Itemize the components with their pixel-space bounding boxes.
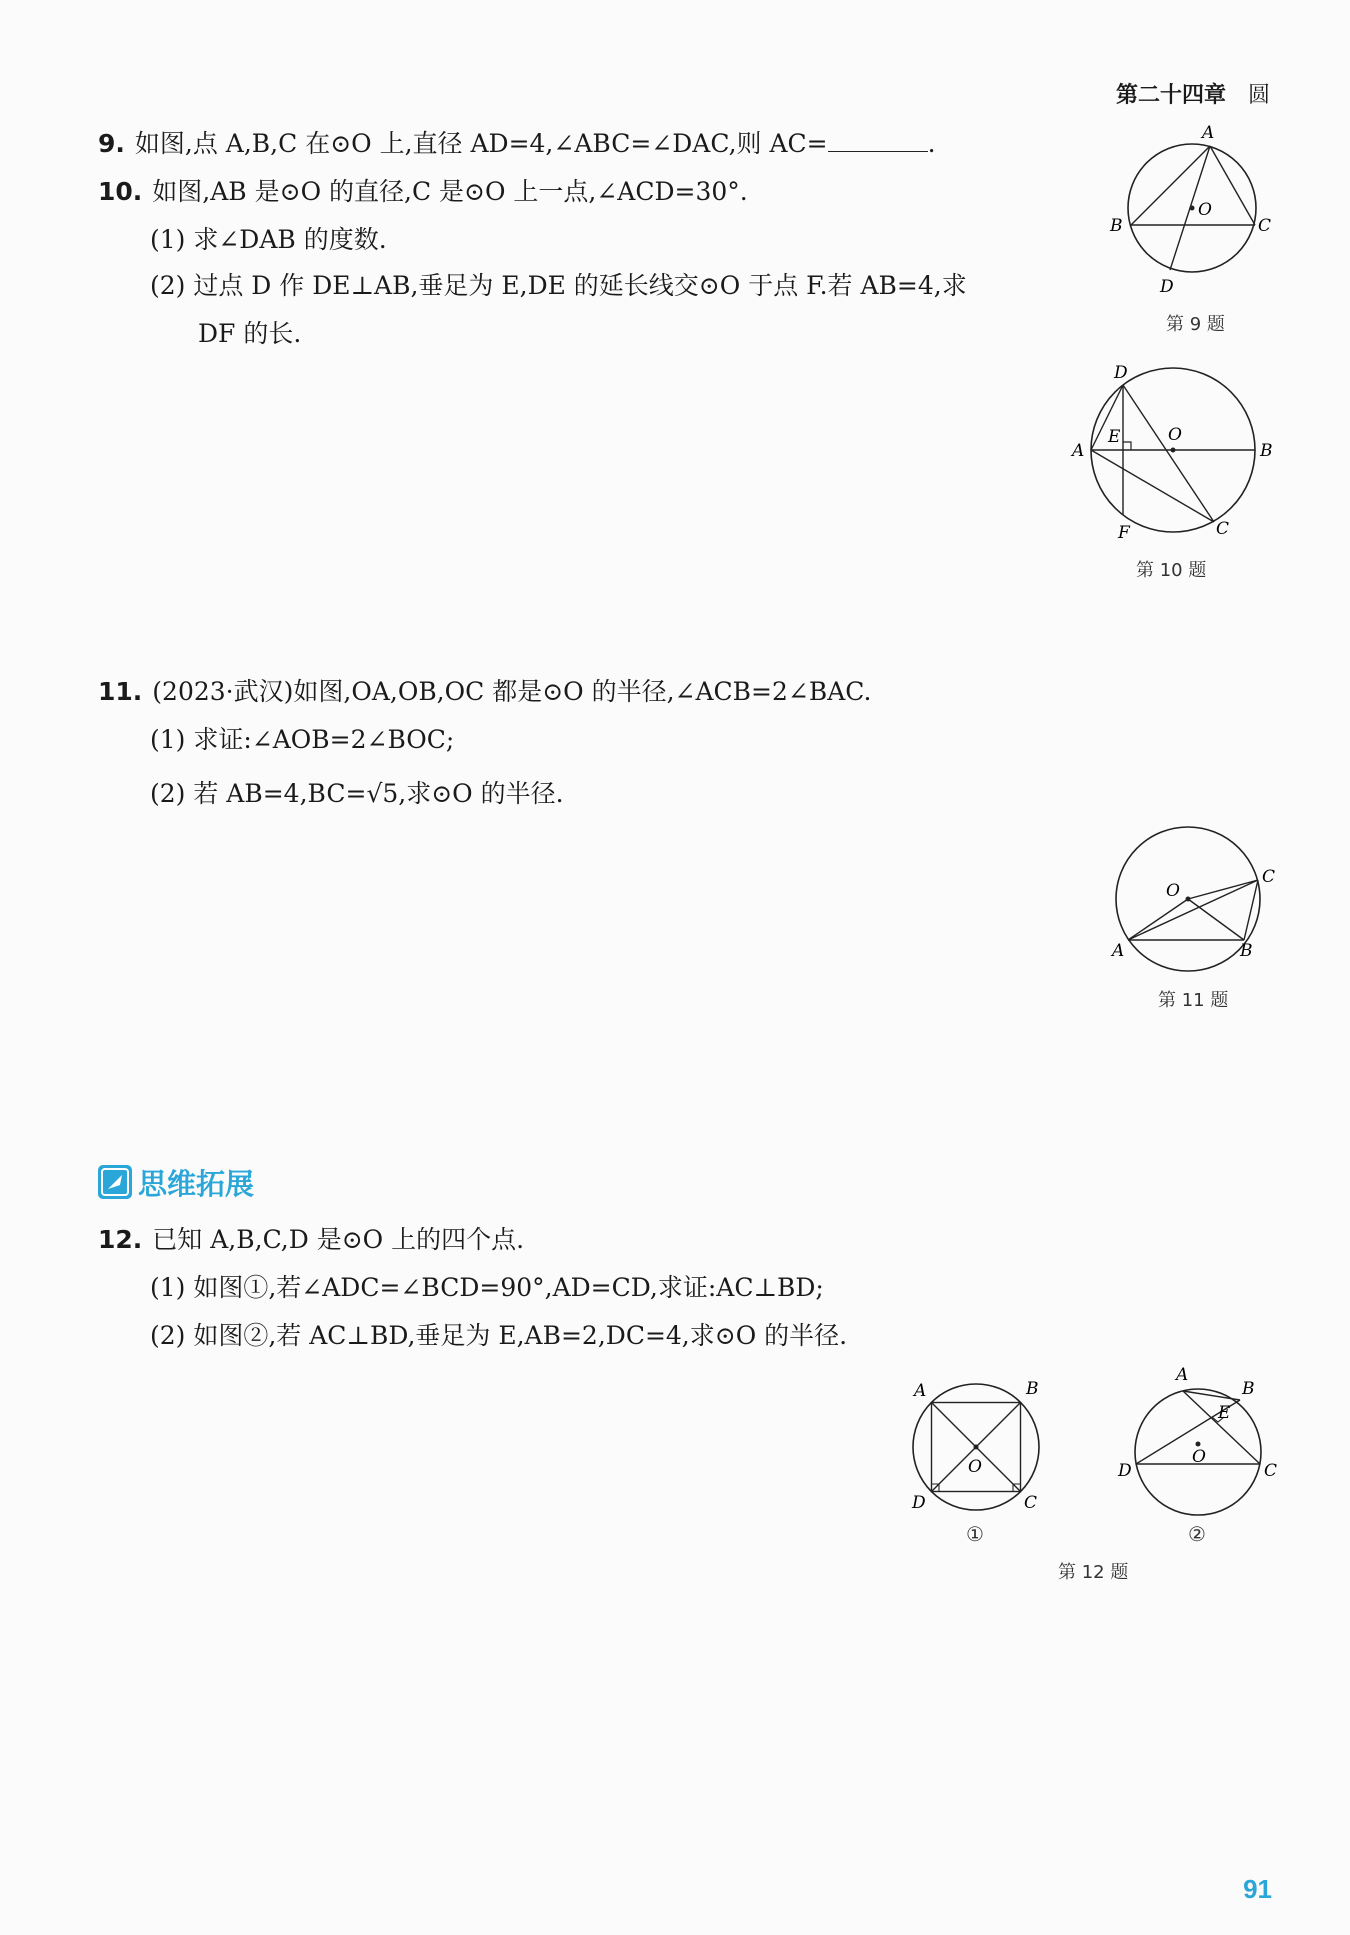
label-a: A [914, 1381, 927, 1401]
label-o: O [1168, 425, 1182, 445]
rocket-icon [98, 1165, 132, 1199]
label-c: C [1024, 1493, 1038, 1513]
label-e: E [1218, 1403, 1231, 1423]
figure-9 [1098, 118, 1288, 298]
question-text: 如图,点 A,B,C 在⊙O 上,直径 AD=4,∠ABC=∠DAC,则 AC= [134, 129, 828, 158]
figure-12-caption: 第 12 题 [1058, 1562, 1129, 1583]
figure-11 [1100, 816, 1290, 986]
figure-12-2-label: ② [1188, 1522, 1206, 1546]
label-d: D [1118, 1461, 1132, 1481]
label-c: C [1216, 519, 1230, 539]
label-d: D [1114, 363, 1128, 383]
figure-12-2 [1114, 1360, 1294, 1520]
center-dot [1190, 206, 1195, 211]
segment-bc [1244, 880, 1258, 940]
question-number: 11. [98, 677, 143, 706]
question-10-part-2-cont: DF 的长. [198, 319, 302, 348]
figure-10-caption: 第 10 题 [1136, 560, 1207, 581]
label-a: A [1072, 441, 1085, 461]
label-d: D [912, 1493, 926, 1513]
question-stem: 如图,AB 是⊙O 的直径,C 是⊙O 上一点,∠ACD=30°. [152, 177, 748, 206]
section-header [98, 1162, 254, 1202]
segment-ac [1091, 450, 1214, 522]
question-stem: 已知 A,B,C,D 是⊙O 上的四个点. [152, 1225, 525, 1254]
center-dot [974, 1445, 979, 1450]
label-o: O [1166, 881, 1180, 901]
figure-11-caption: 第 11 题 [1158, 990, 1229, 1011]
label-a: A [1202, 123, 1215, 143]
question-10-part-1: (1) 求∠DAB 的度数. [150, 225, 387, 254]
figure-10 [1066, 362, 1286, 548]
right-angle-mark [1123, 442, 1131, 450]
question-10 [98, 174, 748, 210]
label-b: B [1110, 216, 1123, 236]
chapter-title: 第二十四章 [1115, 83, 1226, 108]
question-12 [98, 1222, 524, 1258]
radius-oa [1128, 899, 1188, 940]
label-d: D [1160, 277, 1174, 297]
label-b: B [1240, 941, 1253, 961]
label-c: C [1264, 1461, 1278, 1481]
radius-ob [1188, 899, 1244, 940]
question-number: 9. [98, 129, 125, 158]
figure-9-caption: 第 9 题 [1166, 314, 1225, 335]
label-b: B [1242, 1379, 1255, 1399]
question-number: 12. [98, 1225, 143, 1254]
center-dot [1186, 897, 1191, 902]
question-12-part-2: (2) 如图②,若 AC⊥BD,垂足为 E,AB=2,DC=4,求⊙O 的半径. [150, 1321, 848, 1350]
question-11 [98, 674, 871, 710]
question-11-part-1: (1) 求证:∠AOB=2∠BOC; [150, 725, 455, 754]
segment-ac [1128, 880, 1258, 940]
question-stem: (2023·武汉)如图,OA,OB,OC 都是⊙O 的半径,∠ACB=2∠BAC. [152, 677, 872, 706]
page-number: 91 [1243, 1874, 1272, 1904]
label-b: B [1260, 441, 1273, 461]
label-a: A [1112, 941, 1125, 961]
chapter-header [1116, 78, 1270, 109]
label-f: F [1118, 523, 1130, 543]
question-10-part-2: (2) 过点 D 作 DE⊥AB,垂足为 E,DE 的延长线交⊙O 于点 F.若 AB=4,求 [150, 271, 967, 300]
center-dot [1196, 1442, 1201, 1447]
label-c: C [1258, 216, 1272, 236]
question-12-part-1: (1) 如图①,若∠ADC=∠BCD=90°,AD=CD,求证:AC⊥BD; [150, 1273, 824, 1302]
chapter-topic: 圆 [1247, 83, 1270, 108]
question-text-end: . [927, 129, 936, 158]
question-11-part-2: (2) 若 AB=4,BC=√5,求⊙O 的半径. [150, 779, 564, 808]
figure-12-1 [904, 1370, 1054, 1520]
answer-blank[interactable] [828, 127, 928, 152]
question-number: 10. [98, 177, 143, 206]
label-b: B [1026, 1379, 1039, 1399]
figure-12-1-label: ① [966, 1522, 984, 1546]
label-c: C [1262, 867, 1276, 887]
section-title: 思维拓展 [138, 1166, 255, 1201]
label-o: O [1192, 1447, 1206, 1467]
label-o: O [1198, 200, 1212, 220]
label-e: E [1108, 427, 1121, 447]
label-a: A [1176, 1365, 1189, 1385]
question-9 [98, 126, 936, 162]
label-o: O [968, 1457, 982, 1477]
center-dot [1171, 448, 1176, 453]
segment-dc [1123, 385, 1214, 522]
